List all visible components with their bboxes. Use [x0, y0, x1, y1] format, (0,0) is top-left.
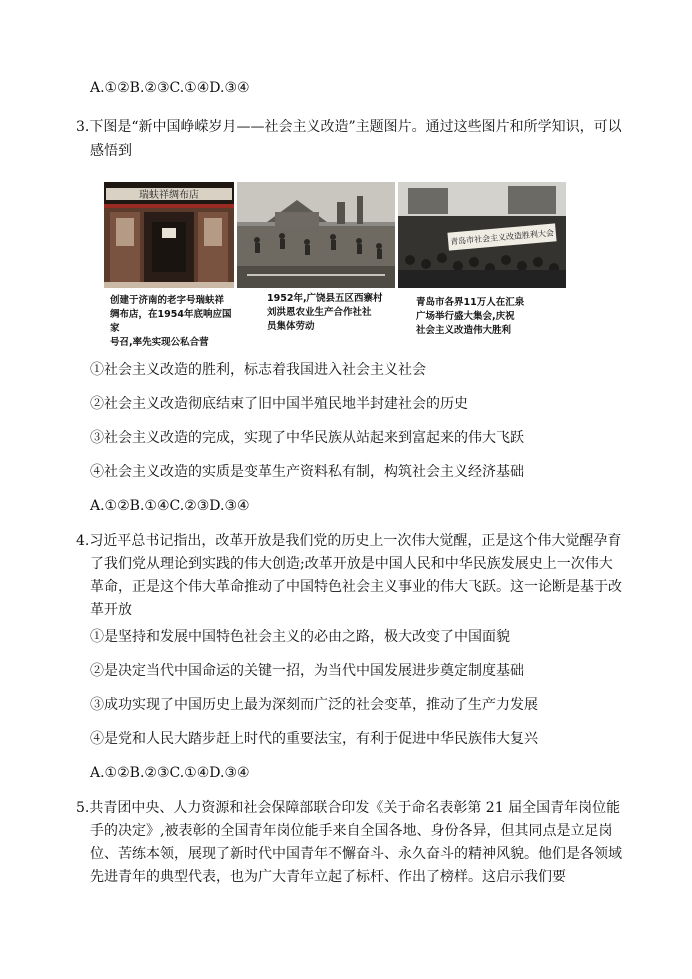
caption-farming-line-3: 员集体劳动 — [267, 321, 315, 332]
q3-answer-choices: A.①②B.①④C.②③D.③④ — [90, 498, 250, 514]
photo-silk-shop — [104, 182, 234, 288]
q5-stem-line-3: 位、苦练本领，展现了新时代中国青年不懈奋斗、永久奋斗的精神风貌。他们是各领域 — [90, 846, 622, 862]
rally-banner: 青岛市社会主义改造胜利大会 — [449, 228, 555, 247]
q4-option-4: ④是党和人民大踏步赶上时代的重要法宝，有利于促进中华民族伟大复兴 — [90, 731, 538, 747]
q4-stem-line-2: 了我们党从理论到实践的伟大创造;改革开放是中国人民和中华民族发展史上一次伟大 — [90, 556, 613, 572]
caption-rally-line-1: 青岛市各界11万人在汇泉 — [416, 297, 525, 308]
caption-farming-line-2: 刘洪恩农业生产合作社社 — [267, 307, 372, 318]
caption-rally-line-3: 社会主义改造伟大胜利 — [416, 325, 512, 336]
q4-option-3: ③成功实现了中国历史上最为深刻而广泛的社会变革，推动了生产力发展 — [90, 697, 538, 713]
caption-qingdao-rally — [416, 296, 566, 338]
q2-answer-choices: A.①②B.②③C.①④D.③④ — [90, 80, 250, 96]
q4-stem-line-4: 革开放 — [90, 602, 132, 618]
photo-qingdao-rally — [398, 182, 566, 288]
photo-collective-farming — [237, 182, 395, 288]
silk-shop-image — [104, 182, 234, 288]
q3-stem-line-1: 3.下图是“新中国峥嵘岁月——社会主义改造”主题图片。通过这些图片和所学知识，可以 — [76, 119, 622, 135]
q5-stem-line-2: 手的决定》,被表彰的全国青年岗位能手来自全国各地、身份各异，但其同点是立足岗 — [90, 823, 613, 839]
q4-stem-line-1: 4.习近平总书记指出，改革开放是我们党的历史上一次伟大觉醒，正是这个伟大觉醒孕育 — [76, 533, 622, 549]
qingdao-rally-image — [398, 182, 566, 288]
caption-silk-shop-line-2: 绸布店，在1954年底响应国家 — [110, 309, 232, 334]
q5-stem-line-1: 5.共青团中央、人力资源和社会保障部联合印发《关于命名表彰第 21 届全国青年岗位能 — [76, 800, 621, 816]
q3-photo-figure — [104, 182, 566, 348]
q3-option-3: ③社会主义改造的完成，实现了中华民族从站起来到富起来的伟大飞跃 — [90, 430, 524, 446]
q4-option-1: ①是坚持和发展中国特色社会主义的必由之路，极大改变了中国面貌 — [90, 629, 510, 645]
collective-farming-image — [237, 182, 395, 288]
caption-silk-shop-line-3: 号召,率先实现公私合营 — [110, 337, 209, 348]
q4-answer-choices: A.①②B.②③C.①④D.③④ — [90, 765, 250, 781]
caption-rally-line-2: 广场举行盛大集会,庆祝 — [416, 311, 515, 322]
caption-farming-line-1: 1952年,广饶县五区西寨村 — [267, 293, 383, 304]
q5-stem-line-4: 先进青年的典型代表，也为广大青年立起了标杆、作出了榜样。这启示我们要 — [90, 869, 566, 885]
caption-silk-shop-line-1: 创建于济南的老字号瑞蚨祥 — [110, 295, 225, 306]
q3-option-4: ④社会主义改造的实质是变革生产资料私有制，构筑社会主义经济基础 — [90, 464, 524, 480]
caption-silk-shop — [110, 294, 238, 350]
q4-stem-line-3: 革命，正是这个伟大革命推动了中国特色社会主义事业的伟大飞跃。这一论断是基于改 — [90, 579, 622, 595]
q3-option-2: ②社会主义改造彻底结束了旧中国半殖民地半封建社会的历史 — [90, 396, 468, 412]
caption-collective-farming — [267, 292, 395, 334]
silk-shop-sign: 瑞蚨祥绸布店 — [139, 190, 199, 201]
q4-option-2: ②是决定当代中国命运的关键一招，为当代中国发展进步奠定制度基础 — [90, 663, 524, 679]
q3-stem-line-2: 感悟到 — [90, 143, 132, 159]
q3-option-1: ①社会主义改造的胜利，标志着我国进入社会主义社会 — [90, 362, 426, 378]
